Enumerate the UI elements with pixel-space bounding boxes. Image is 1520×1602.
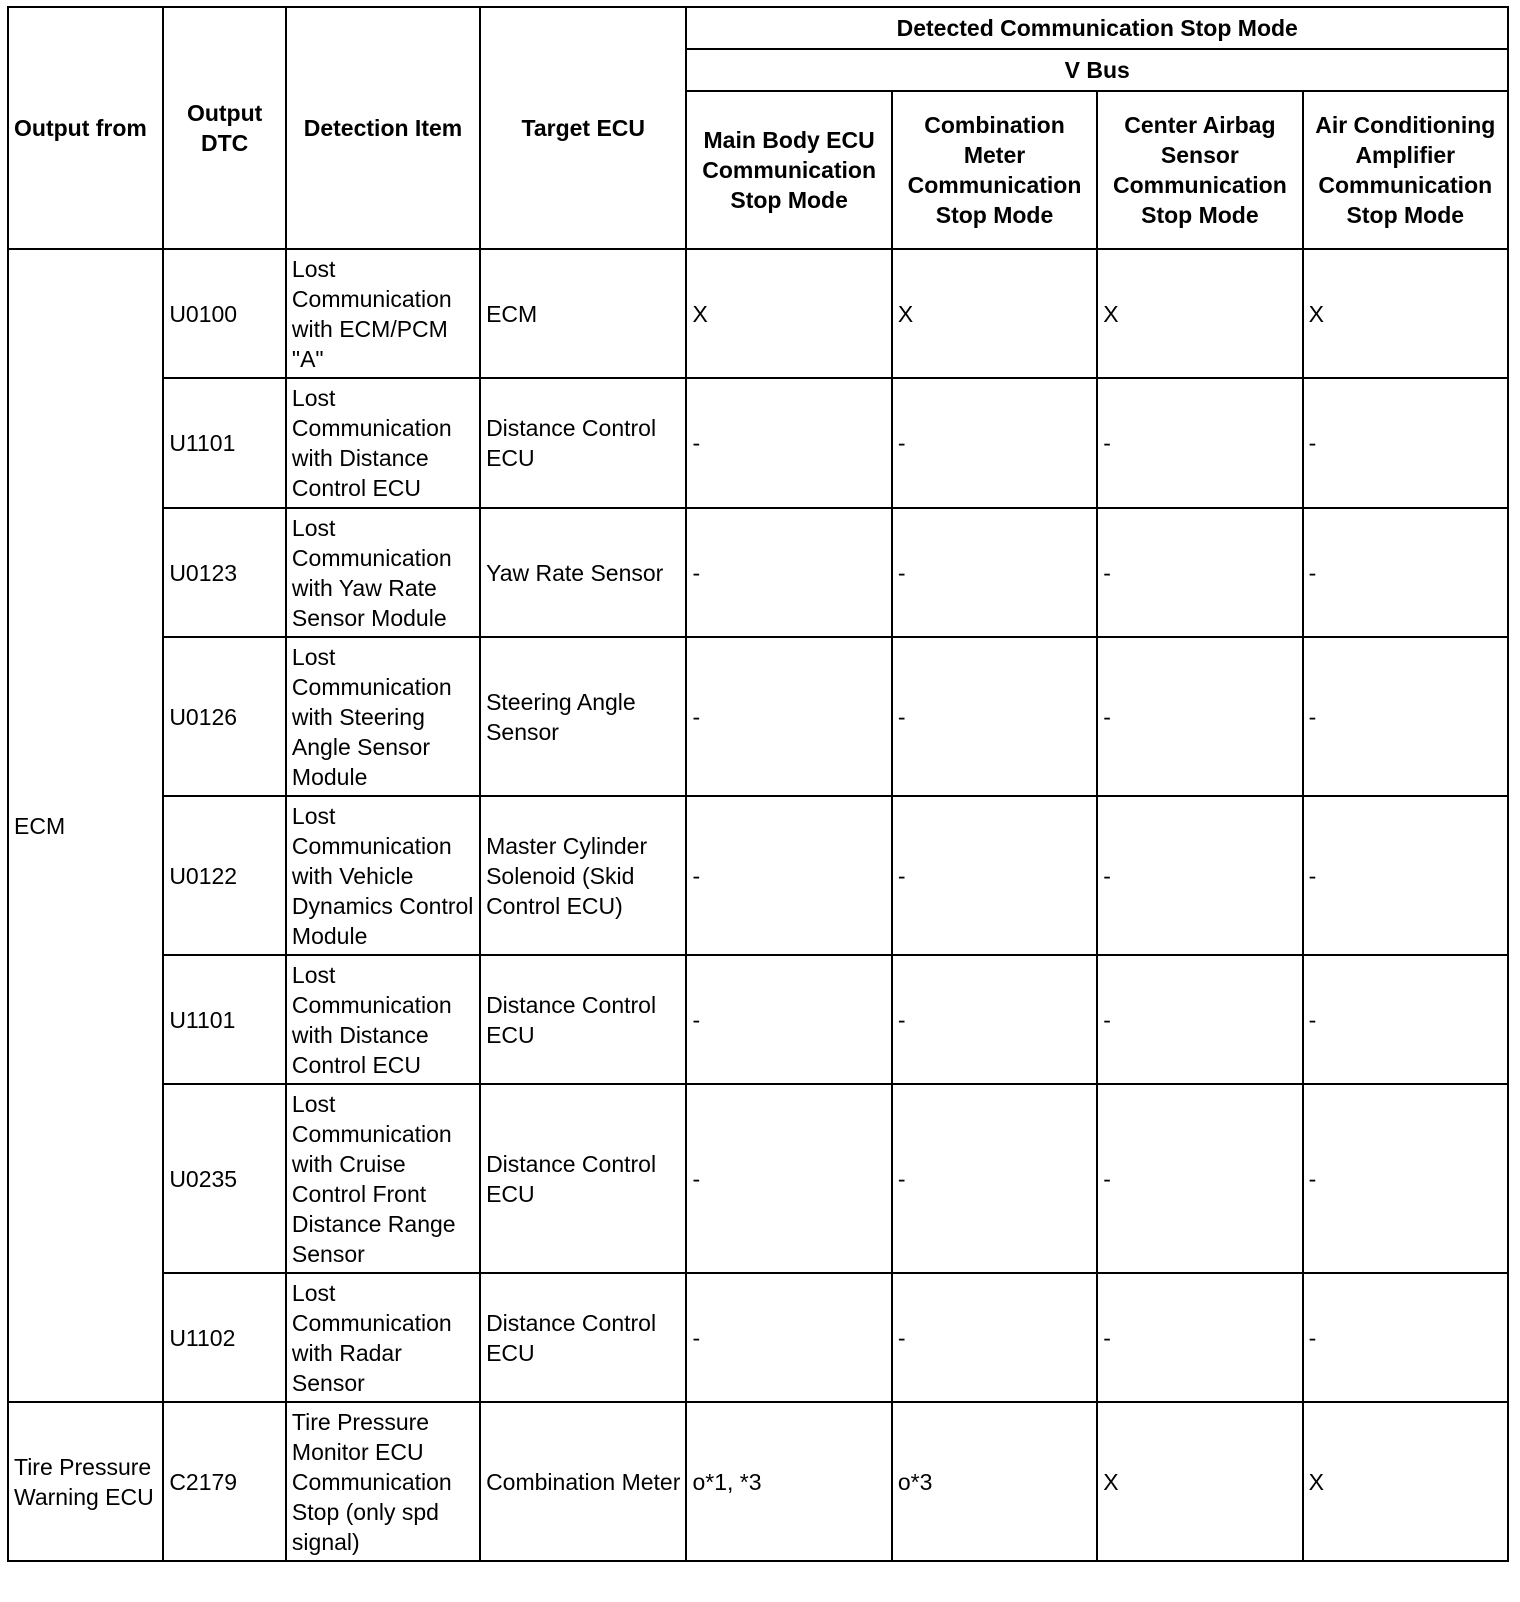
dtc-cell: U1101	[163, 955, 286, 1084]
dtc-cell: U0126	[163, 637, 286, 796]
dtc-cell: U0123	[163, 508, 286, 637]
table-row	[8, 1402, 1508, 1561]
dtc-cell: U0100	[163, 249, 286, 378]
mode-center-airbag-cell: X	[1097, 249, 1302, 378]
target-ecu-cell: Distance Control ECU	[480, 955, 686, 1084]
mode-combination-meter-cell: -	[892, 1084, 1097, 1273]
dtc-cell: U1101	[163, 378, 286, 508]
mode-center-airbag-cell: -	[1097, 1084, 1302, 1273]
header-mode-main-body: Main Body ECU Communication Stop Mode	[686, 91, 891, 249]
detection-item-cell: Lost Communication with Radar Sensor	[286, 1273, 480, 1402]
header-output-dtc: Output DTC	[163, 7, 286, 249]
dtc-cell: C2179	[163, 1402, 286, 1561]
mode-air-conditioning-cell: X	[1303, 249, 1508, 378]
mode-main-body-cell: -	[686, 955, 891, 1084]
table-row	[8, 796, 1508, 955]
mode-center-airbag-cell: X	[1097, 1402, 1302, 1561]
header-mode-center-airbag: Center Airbag Sensor Communication Stop Mode	[1097, 91, 1302, 249]
table-body	[8, 249, 1508, 1561]
detection-item-cell: Lost Communication with ECM/PCM "A"	[286, 249, 480, 378]
mode-main-body-cell: -	[686, 796, 891, 955]
header-output-from: Output from	[8, 7, 163, 249]
table-row	[8, 637, 1508, 796]
target-ecu-cell: Steering Angle Sensor	[480, 637, 686, 796]
dtc-cell: U0235	[163, 1084, 286, 1273]
table-row	[8, 508, 1508, 637]
target-ecu-cell: Distance Control ECU	[480, 378, 686, 508]
mode-combination-meter-cell: -	[892, 1273, 1097, 1402]
mode-center-airbag-cell: -	[1097, 796, 1302, 955]
output-from-cell: Tire Pressure Warning ECU	[8, 1402, 163, 1561]
table-row	[8, 955, 1508, 1084]
detection-item-cell: Lost Communication with Distance Control ECU	[286, 378, 480, 508]
header-target-ecu: Target ECU	[480, 7, 686, 249]
mode-combination-meter-cell: -	[892, 378, 1097, 508]
mode-main-body-cell: -	[686, 378, 891, 508]
header-v-bus: V Bus	[686, 49, 1508, 91]
mode-main-body-cell: o*1, *3	[686, 1402, 891, 1561]
mode-combination-meter-cell: -	[892, 796, 1097, 955]
mode-center-airbag-cell: -	[1097, 378, 1302, 508]
mode-main-body-cell: -	[686, 637, 891, 796]
table-row	[8, 249, 1508, 378]
header-detected-stop-mode: Detected Communication Stop Mode	[686, 7, 1508, 49]
detection-item-cell: Tire Pressure Monitor ECU Communication Stop (only spd signal)	[286, 1402, 480, 1561]
mode-air-conditioning-cell: -	[1303, 955, 1508, 1084]
mode-combination-meter-cell: -	[892, 637, 1097, 796]
target-ecu-cell: Distance Control ECU	[480, 1273, 686, 1402]
mode-combination-meter-cell: -	[892, 955, 1097, 1084]
mode-center-airbag-cell: -	[1097, 955, 1302, 1084]
mode-air-conditioning-cell: -	[1303, 796, 1508, 955]
table-row	[8, 1273, 1508, 1402]
mode-combination-meter-cell: X	[892, 249, 1097, 378]
mode-air-conditioning-cell: -	[1303, 378, 1508, 508]
header-detection-item: Detection Item	[286, 7, 480, 249]
mode-center-airbag-cell: -	[1097, 508, 1302, 637]
output-from-cell: ECM	[8, 249, 163, 1402]
mode-main-body-cell: -	[686, 1084, 891, 1273]
target-ecu-cell: ECM	[480, 249, 686, 378]
mode-center-airbag-cell: -	[1097, 637, 1302, 796]
table-header	[8, 7, 1508, 249]
dtc-cell: U1102	[163, 1273, 286, 1402]
target-ecu-cell: Combination Meter	[480, 1402, 686, 1561]
header-mode-air-conditioning: Air Conditioning Amplifier Communication Stop Mode	[1303, 91, 1508, 249]
table-row	[8, 1084, 1508, 1273]
detection-item-cell: Lost Communication with Vehicle Dynamics Control Module	[286, 796, 480, 955]
mode-air-conditioning-cell: X	[1303, 1402, 1508, 1561]
mode-air-conditioning-cell: -	[1303, 637, 1508, 796]
detection-item-cell: Lost Communication with Yaw Rate Sensor Module	[286, 508, 480, 637]
dtc-table	[7, 6, 1509, 1562]
table-row	[8, 378, 1508, 508]
mode-center-airbag-cell: -	[1097, 1273, 1302, 1402]
mode-main-body-cell: X	[686, 249, 891, 378]
target-ecu-cell: Distance Control ECU	[480, 1084, 686, 1273]
mode-air-conditioning-cell: -	[1303, 1273, 1508, 1402]
detection-item-cell: Lost Communication with Steering Angle Sensor Module	[286, 637, 480, 796]
mode-air-conditioning-cell: -	[1303, 1084, 1508, 1273]
detection-item-cell: Lost Communication with Cruise Control Front Distance Range Sensor	[286, 1084, 480, 1273]
mode-main-body-cell: -	[686, 1273, 891, 1402]
mode-air-conditioning-cell: -	[1303, 508, 1508, 637]
mode-main-body-cell: -	[686, 508, 891, 637]
header-mode-combination-meter: Combination Meter Communication Stop Mode	[892, 91, 1097, 249]
mode-combination-meter-cell: o*3	[892, 1402, 1097, 1561]
target-ecu-cell: Yaw Rate Sensor	[480, 508, 686, 637]
target-ecu-cell: Master Cylinder Solenoid (Skid Control ECU)	[480, 796, 686, 955]
detection-item-cell: Lost Communication with Distance Control ECU	[286, 955, 480, 1084]
dtc-cell: U0122	[163, 796, 286, 955]
mode-combination-meter-cell: -	[892, 508, 1097, 637]
